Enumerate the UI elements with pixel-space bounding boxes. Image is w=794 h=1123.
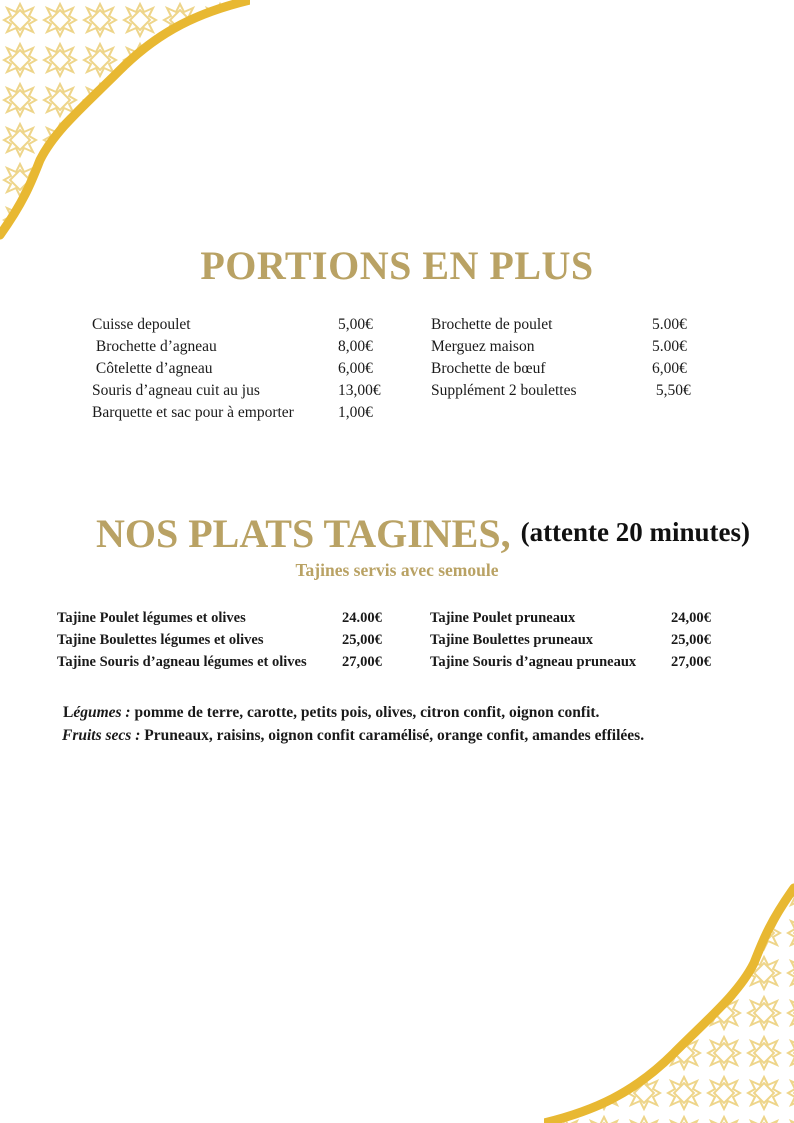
item-price: 5,00€ bbox=[338, 316, 373, 333]
item-price: 25,00€ bbox=[342, 632, 382, 648]
tagines-section-title: NOS PLATS TAGINES, bbox=[96, 511, 511, 556]
list-item bbox=[92, 380, 392, 402]
legumes-note bbox=[63, 704, 599, 722]
item-name: Souris d’agneau cuit au jus bbox=[92, 382, 260, 399]
item-price: 13,00€ bbox=[338, 382, 381, 399]
item-name: Merguez maison bbox=[431, 338, 535, 355]
list-item bbox=[430, 651, 730, 673]
item-price: 24.00€ bbox=[342, 610, 382, 626]
legumes-text: pomme de terre, carotte, petits pois, olives, citron confit, oignon confit. bbox=[130, 704, 600, 721]
item-name: Brochette d’agneau bbox=[92, 338, 217, 355]
list-item bbox=[431, 314, 701, 336]
list-item bbox=[431, 358, 701, 380]
tagines-subtitle: Tajines servis avec semoule bbox=[295, 560, 499, 580]
corner-ornament-bottom-right bbox=[544, 873, 794, 1123]
list-item bbox=[92, 358, 392, 380]
item-price: 24,00€ bbox=[671, 610, 711, 626]
list-item bbox=[57, 629, 397, 651]
item-price: 6,00€ bbox=[338, 360, 373, 377]
fruits-note bbox=[62, 727, 644, 745]
portions-section-title: PORTIONS EN PLUS bbox=[200, 243, 594, 288]
item-price: 5,50€ bbox=[652, 382, 691, 399]
list-item bbox=[430, 607, 730, 629]
tagines-list-left bbox=[57, 607, 397, 673]
legumes-label: égumes : bbox=[73, 704, 131, 721]
item-price: 25,00€ bbox=[671, 632, 711, 648]
item-name: Tajine Poulet légumes et olives bbox=[57, 610, 246, 626]
fruits-text: Pruneaux, raisins, oignon confit caramélisé, orange confit, amandes effilées. bbox=[140, 727, 645, 744]
item-name: Tajine Souris d’agneau légumes et olives bbox=[57, 654, 307, 670]
list-item bbox=[431, 336, 701, 358]
item-price: 6,00€ bbox=[652, 360, 687, 377]
item-price: 5.00€ bbox=[652, 338, 687, 355]
item-price: 1,00€ bbox=[338, 404, 373, 421]
item-name: Supplément 2 boulettes bbox=[431, 382, 577, 399]
tagines-heading bbox=[96, 510, 776, 557]
item-price: 5.00€ bbox=[652, 316, 687, 333]
tagines-wait-time: (attente 20 minutes) bbox=[520, 517, 751, 547]
item-name: Brochette de poulet bbox=[431, 316, 553, 333]
list-item bbox=[57, 607, 397, 629]
item-name: Côtelette d’agneau bbox=[92, 360, 213, 377]
item-price: 27,00€ bbox=[671, 654, 711, 670]
list-item bbox=[57, 651, 397, 673]
corner-ornament-top-left bbox=[0, 0, 250, 250]
item-name: Tajine Boulettes légumes et olives bbox=[57, 632, 264, 648]
list-item bbox=[92, 336, 392, 358]
portions-list-left bbox=[92, 314, 392, 424]
item-name: Tajine Boulettes pruneaux bbox=[430, 632, 594, 648]
item-name: Brochette de bœuf bbox=[431, 360, 546, 377]
tagines-list-right bbox=[430, 607, 730, 673]
portions-list-right bbox=[431, 314, 701, 402]
item-name: Tajine Souris d’agneau pruneaux bbox=[430, 654, 637, 670]
list-item bbox=[92, 314, 392, 336]
list-item bbox=[431, 380, 701, 402]
item-price: 27,00€ bbox=[342, 654, 382, 670]
item-name: Barquette et sac pour à emporter bbox=[92, 404, 294, 421]
fruits-label: Fruits secs : bbox=[62, 727, 141, 744]
item-name: Cuisse depoulet bbox=[92, 316, 191, 333]
item-name: Tajine Poulet pruneaux bbox=[430, 610, 576, 626]
item-price: 8,00€ bbox=[338, 338, 373, 355]
list-item bbox=[92, 402, 392, 424]
legumes-label-initial: L bbox=[63, 704, 74, 721]
list-item bbox=[430, 629, 730, 651]
